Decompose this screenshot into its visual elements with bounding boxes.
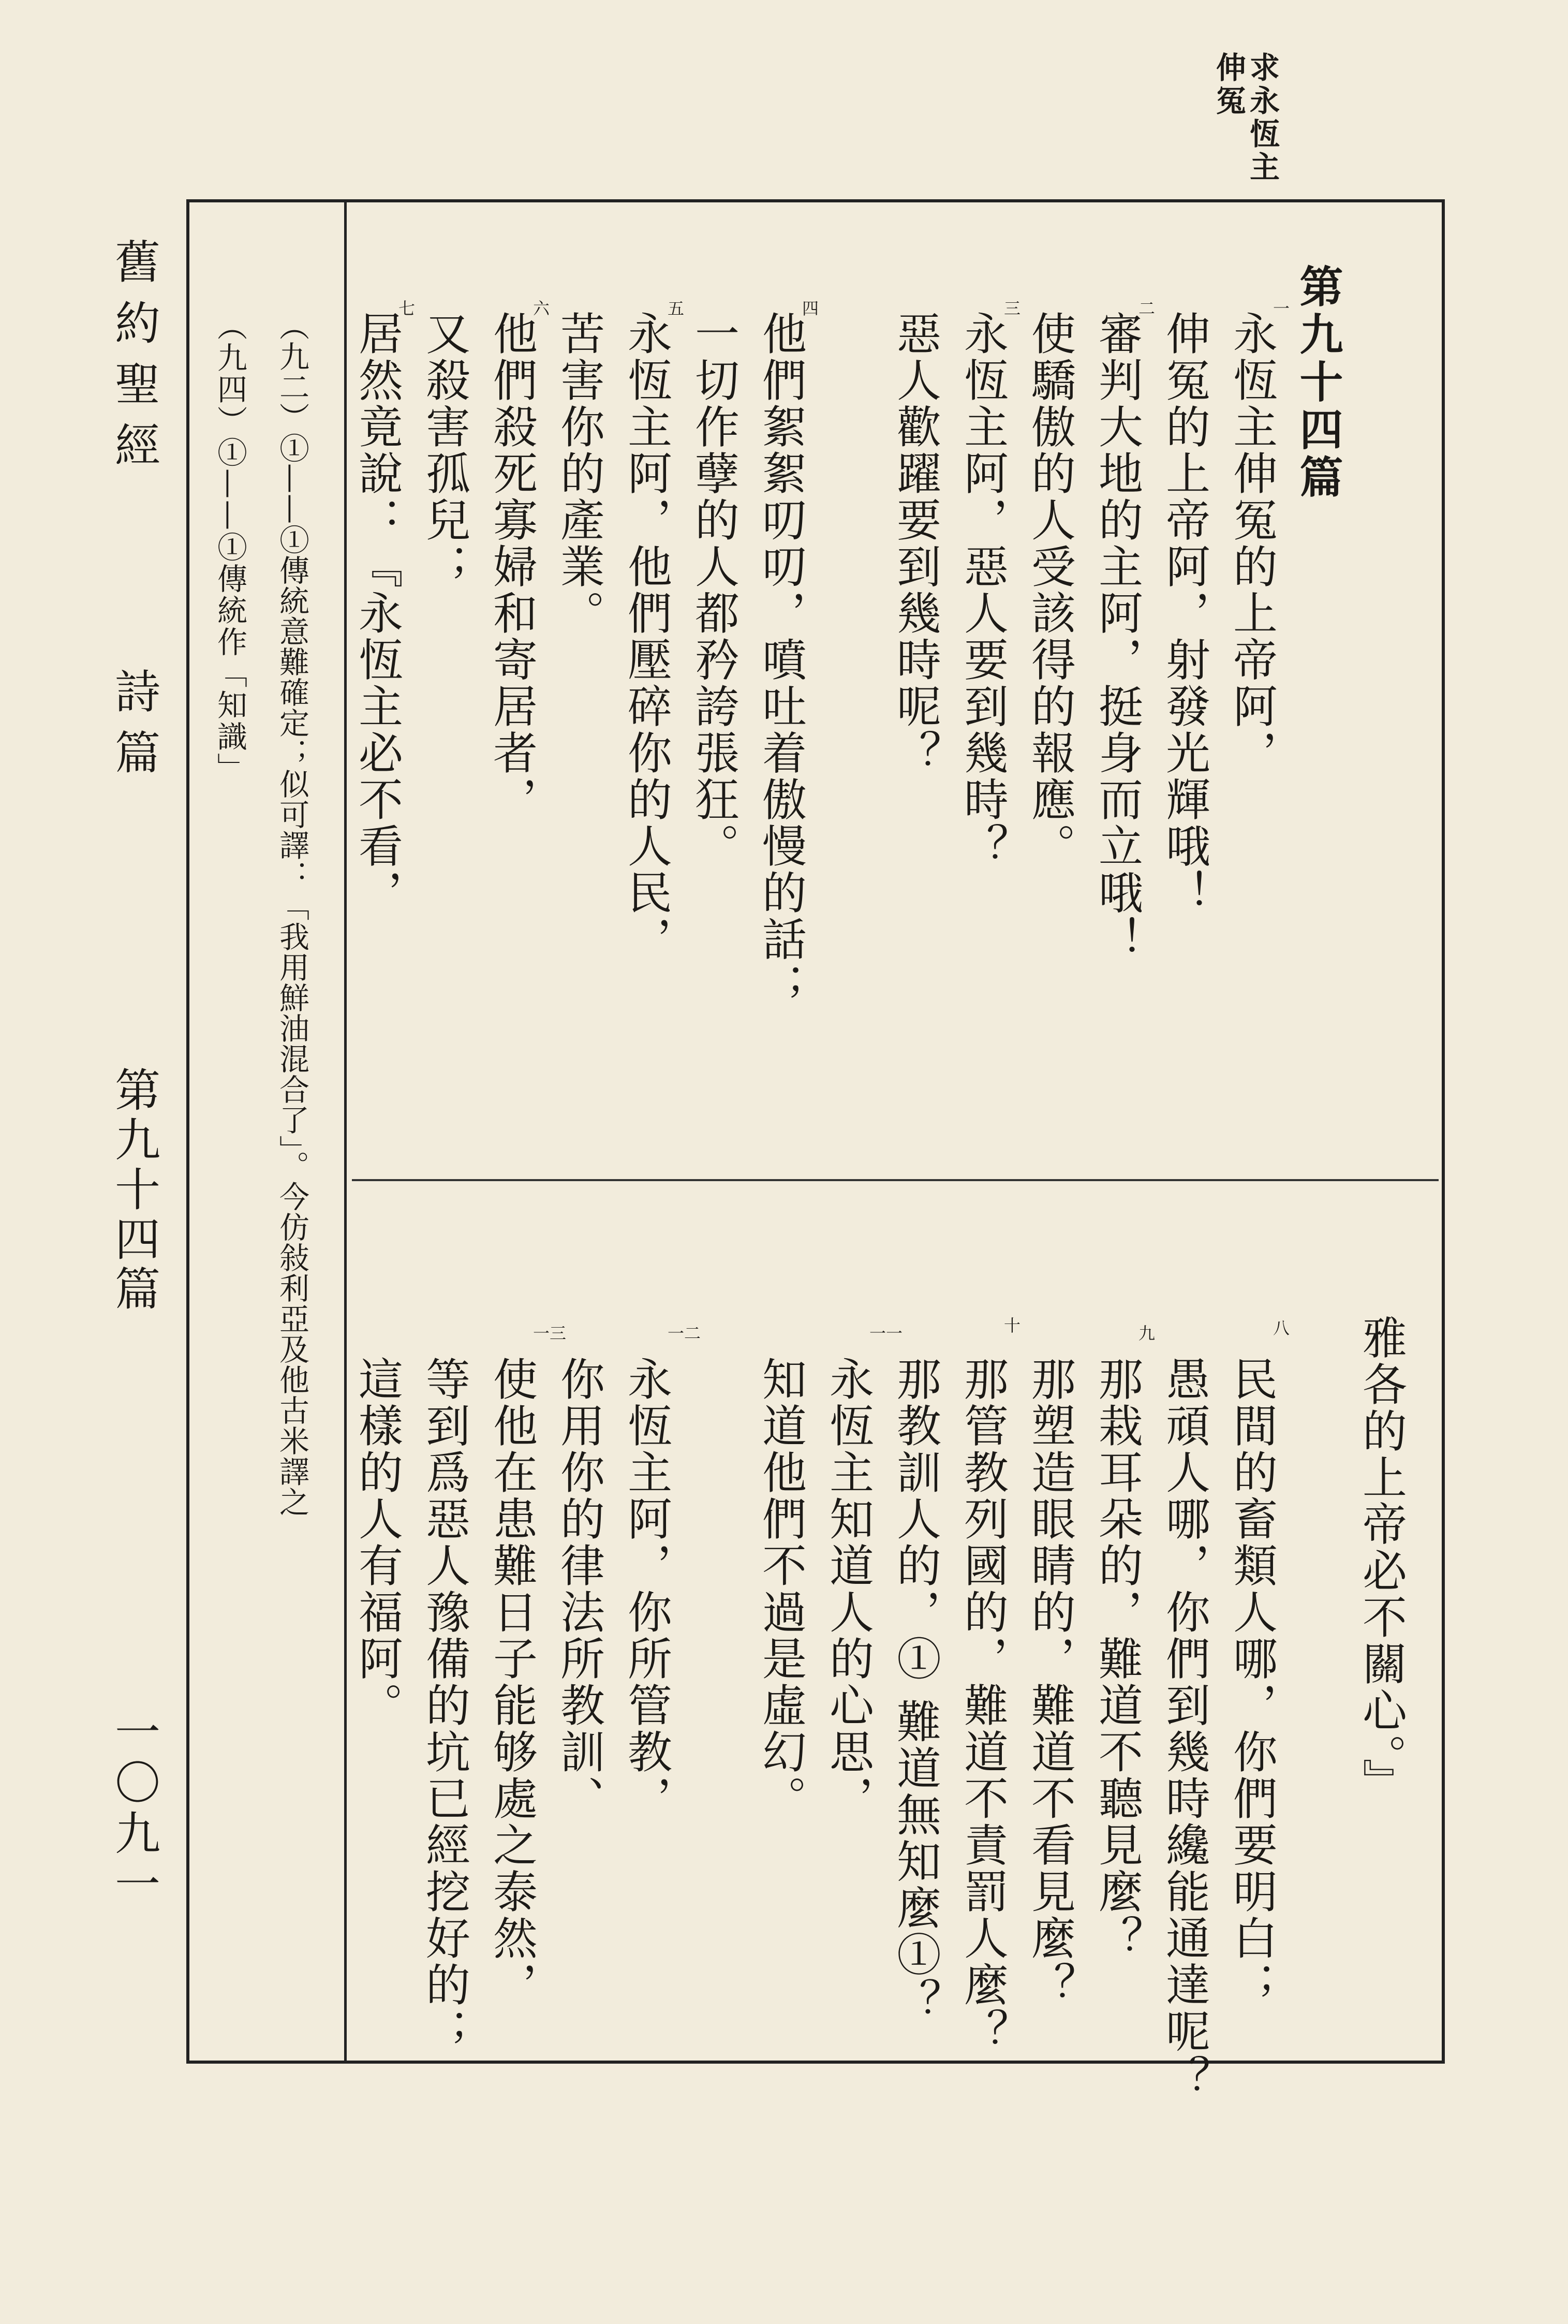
verse-line: 永恆主阿，你所管教，	[620, 1356, 672, 1822]
section-divider	[352, 1179, 1439, 1181]
footnote: （九四）①——①傳統作「知識」	[212, 311, 247, 784]
verse-line: 永恆主知道人的心思，	[822, 1356, 874, 1822]
verse-line: 他們絮絮叨叨，噴吐着傲慢的話；	[755, 311, 806, 1009]
verse-line: 他們殺死寡婦和寄居者，	[485, 311, 537, 823]
verse-line: 一切作孽的人都矜誇張狂。	[687, 311, 739, 870]
verse-line: 伸冤的上帝阿，射發光輝哦！	[1158, 311, 1210, 916]
verse-line: 那栽耳朵的，難道不聽見麼？	[1091, 1356, 1143, 1962]
verse-line: 那教訓人的，① 難道無知麼①？	[889, 1356, 941, 2025]
verse-line: 等到爲惡人豫備的坑已經挖好的；	[418, 1356, 470, 2055]
verse-line: 永恆主伸冤的上帝阿，	[1225, 311, 1277, 776]
header-line-2: 伸冤	[1211, 52, 1246, 118]
verse-line: 愚頑人哪，你們到幾時纔能通達呢？	[1158, 1356, 1210, 2101]
verse-number: 九	[1138, 1323, 1156, 1343]
verse-number: 一一	[869, 1323, 903, 1343]
verse-line: 又殺害孤兒；	[418, 311, 470, 590]
verse-line: 那管教列國的，難道不責罰人麼？	[956, 1356, 1008, 2055]
verse-number: 十	[1004, 1316, 1021, 1335]
verse-number: 二	[1138, 299, 1156, 318]
verse-line: 苦害你的產業。	[553, 311, 604, 637]
verse-line: 居然竟說：『永恆主必不看，	[351, 311, 403, 916]
verse-number: 六	[533, 299, 550, 318]
verse-line: 使驕傲的人受該得的報應。	[1024, 311, 1075, 870]
verse-line: 惡人歡躍要到幾時呢？	[889, 311, 941, 776]
header-line-1: 求永恆主	[1245, 52, 1280, 184]
verse-line: 知道他們不過是虛幻。	[755, 1356, 806, 1822]
verse-number: 五	[668, 299, 685, 318]
margin-book-title: 舊約聖經	[108, 238, 161, 482]
verse-line: 你用你的律法所教訓、	[553, 1356, 604, 1822]
verse-number: 七	[398, 299, 416, 318]
verse-number: 一	[1273, 299, 1290, 318]
footnote: （九二）①——①傳統意難確定；似可譯：「我用鮮油混合了」。今仿敍利亞及他古米譯之	[274, 311, 309, 1517]
margin-section-title: 詩篇	[108, 668, 161, 790]
psalm-title: 第九十四篇	[1293, 264, 1344, 502]
verse-number: 一二	[668, 1323, 701, 1343]
page-number: 一〇九一	[108, 1708, 161, 1911]
verse-line: 使他在患難日子能够處之泰然，	[485, 1356, 537, 2008]
verse-line: 民間的畜類人哪，你們要明白；	[1225, 1356, 1277, 2008]
verse-line: 永恆主阿，他們壓碎你的人民，	[620, 311, 672, 963]
verse-line: 這樣的人有福阿。	[351, 1356, 403, 1729]
verse-number: 三	[1004, 299, 1021, 318]
verse-number: 一三	[533, 1323, 567, 1343]
verse-number: 四	[802, 299, 819, 318]
footnote-divider	[344, 199, 347, 2063]
verse-line: 雅各的上帝必不關心。』	[1355, 1315, 1407, 1805]
verse-line: 審判大地的主阿，挺身而立哦！	[1091, 311, 1143, 963]
margin-psalm-label: 第九十四篇	[108, 1066, 161, 1315]
verse-line: 永恆主阿，惡人要到幾時？	[956, 311, 1008, 870]
verse-line: 那塑造眼睛的，難道不看見麼？	[1024, 1356, 1075, 2008]
verse-number: 八	[1273, 1318, 1290, 1338]
